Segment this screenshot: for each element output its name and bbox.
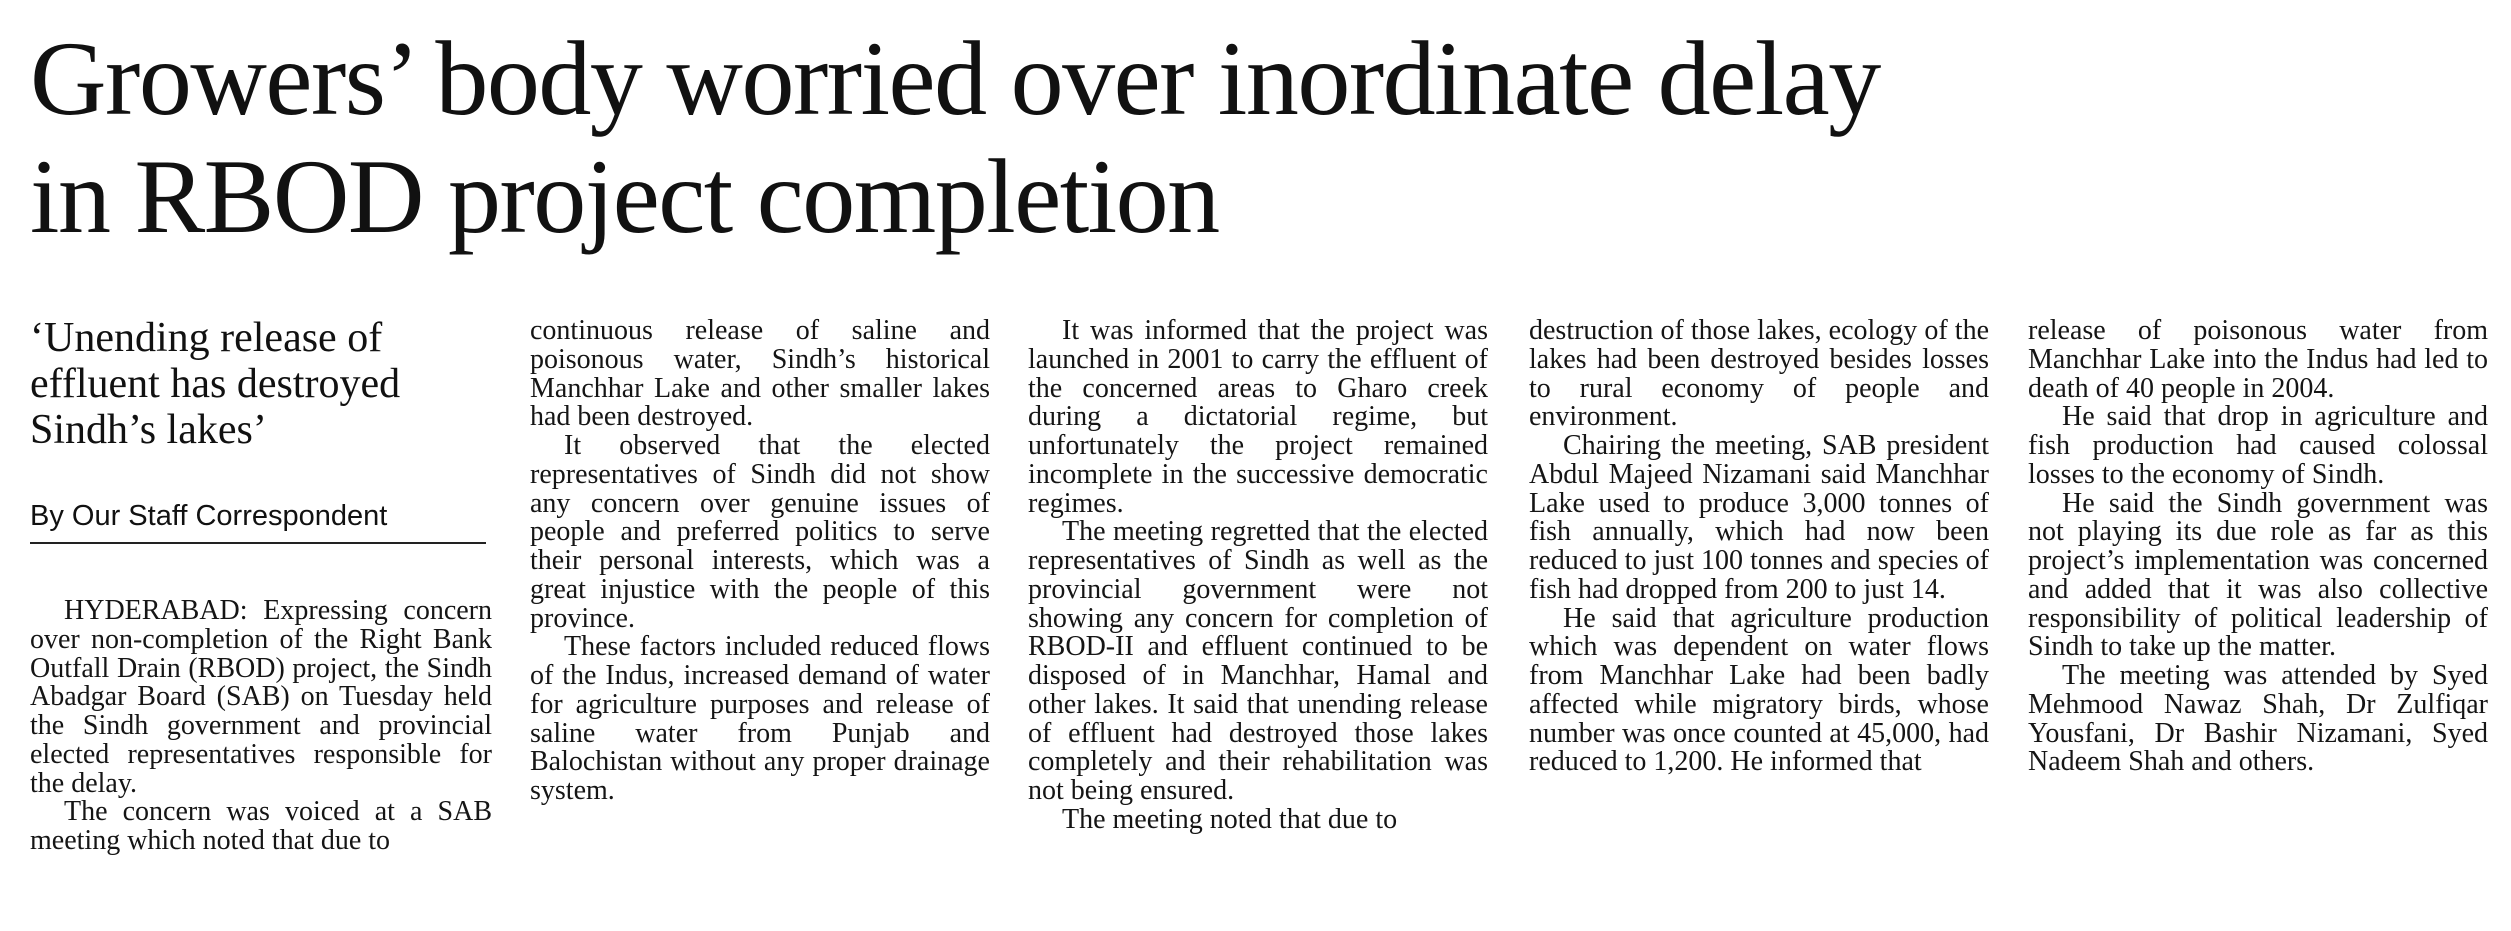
subheadline	[30, 315, 500, 453]
paragraph: release of poisonous water from Manchhar Lake into the Indus had led to death of 40 people in 2004.	[2028, 315, 2488, 404]
article-column-2	[530, 317, 990, 806]
article-column-3	[1028, 317, 1488, 835]
article-column-5	[2028, 317, 2488, 777]
paragraph: It observed that the elected representatives of Sindh did not show any concern over genuine issues of people and preferred politics to serve their personal interests, which was a great injustice with the people of this province.	[530, 430, 990, 634]
subheadline-line-1: ‘Unending release of	[30, 315, 383, 361]
byline: By Our Staff Correspondent	[30, 500, 486, 544]
paragraph: He said the Sindh government was not playing its due role as far as this project’s implementation was concerned and added that it was also collective responsibility of political leadership of Sindh to take up the matter.	[2028, 487, 2488, 663]
paragraph: The meeting regretted that the elected representatives of Sindh as well as the provincial government were not showing any concern for completion of RBOD-II and effluent continued to be disposed of in Manchhar, Hamal and other lakes. It said that unending release of effluent had destroyed those lakes completely and their rehabilitation was not being ensured.	[1028, 516, 1488, 806]
headline-line-2: in RBOD project completion	[30, 138, 1219, 255]
paragraph: He said that drop in agriculture and fish production had caused colossal losses to the economy of Sindh.	[2028, 401, 2488, 490]
paragraph: HYDERABAD: Expressing concern over non-completion of the Right Bank Outfall Drain (RBOD) project, the Sindh Abadgar Board (SAB) on Tuesday held the Sindh government and provincial elected representatives responsible for the delay.	[30, 595, 492, 799]
article-column-4	[1529, 317, 1989, 777]
paragraph: He said that agriculture production which was dependent on water flows from Manchhar Lake had been badly affected while migratory birds, whose number was once counted at 45,000, had reduced to 1,200. He informed that	[1529, 602, 1989, 778]
paragraph: The meeting was attended by Syed Mehmood Nawaz Shah, Dr Zulfiqar Yousfani, Dr Bashir Nizamani, Syed Nadeem Shah and others.	[2028, 660, 2488, 778]
subheadline-line-2: effluent has destroyed	[30, 361, 401, 407]
headline-line-1: Growers’ body worried over inordinate delay	[30, 20, 1880, 137]
article-column-1	[30, 597, 492, 856]
headline	[30, 20, 2470, 256]
paragraph: The meeting noted that due to	[1062, 803, 1398, 835]
paragraph: These factors included reduced flows of the Indus, increased demand of water for agriculture purposes and release of saline water from Punjab and Balochistan without any proper drainage system.	[530, 631, 990, 806]
paragraph: The concern was voiced at a SAB meeting which noted that due to	[30, 796, 492, 856]
paragraph: destruction of those lakes, ecology of the lakes had been destroyed besides losses to rural economy of people and environment.	[1529, 315, 1989, 433]
subheadline-line-3: Sindh’s lakes’	[30, 407, 267, 453]
paragraph: continuous release of saline and poisonous water, Sindh’s historical Manchhar Lake and other smaller lakes had been destroyed.	[530, 315, 990, 433]
paragraph: It was informed that the project was launched in 2001 to carry the effluent of the concerned areas to Gharo creek during a dictatorial regime, but unfortunately the project remained incomplete in the successive democratic regimes.	[1028, 315, 1488, 519]
paragraph: Chairing the meeting, SAB president Abdul Majeed Nizamani said Manchhar Lake used to produce 3,000 tonnes of fish annually, which had now been reduced to just 100 tonnes and species of fish had dropped from 200 to just 14.	[1529, 430, 1989, 605]
